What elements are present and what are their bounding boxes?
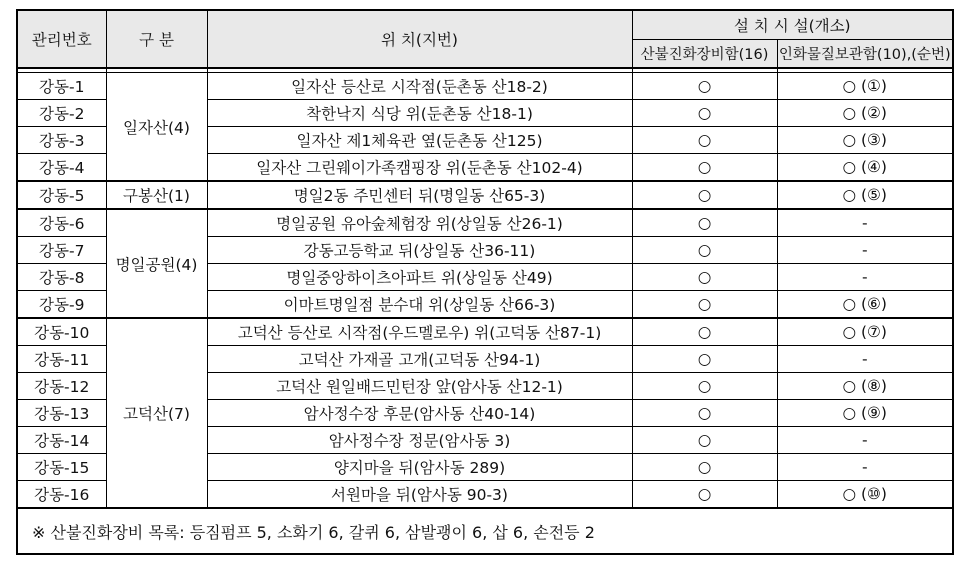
row-id: 강동-15 — [17, 454, 106, 481]
row-storage-mark: ○ (⑩) — [777, 481, 953, 509]
row-location: 명일공원 유아숲체험장 위(상일동 산26-1) — [207, 209, 632, 237]
row-equipment-mark: ○ — [632, 73, 777, 100]
row-id: 강동-16 — [17, 481, 106, 509]
row-storage-mark: - — [777, 346, 953, 373]
row-id: 강동-8 — [17, 264, 106, 291]
row-id: 강동-1 — [17, 73, 106, 100]
row-location: 암사정수장 후문(암사동 산40-14) — [207, 400, 632, 427]
row-equipment-mark: ○ — [632, 346, 777, 373]
header-storage-box: 인화물질보관함(10),(순번) — [777, 40, 953, 69]
row-id: 강동-6 — [17, 209, 106, 237]
row-equipment-mark: ○ — [632, 454, 777, 481]
row-storage-mark: - — [777, 264, 953, 291]
row-location: 강동고등학교 뒤(상일동 산36-11) — [207, 237, 632, 264]
row-location: 고덕산 등산로 시작점(우드멜로우) 위(고덕동 산87-1) — [207, 318, 632, 346]
row-id: 강동-3 — [17, 127, 106, 154]
row-location: 고덕산 가재골 고개(고덕동 산94-1) — [207, 346, 632, 373]
row-storage-mark: ○ (②) — [777, 100, 953, 127]
row-equipment-mark: ○ — [632, 127, 777, 154]
row-location: 착한낙지 식당 위(둔촌동 산18-1) — [207, 100, 632, 127]
row-location: 일자산 등산로 시작점(둔촌동 산18-2) — [207, 73, 632, 100]
row-equipment-mark: ○ — [632, 181, 777, 209]
row-equipment-mark: ○ — [632, 427, 777, 454]
row-equipment-mark: ○ — [632, 318, 777, 346]
row-storage-mark: ○ (①) — [777, 73, 953, 100]
row-id: 강동-7 — [17, 237, 106, 264]
row-location: 암사정수장 정문(암사동 3) — [207, 427, 632, 454]
row-location: 일자산 그린웨이가족캠핑장 위(둔촌동 산102-4) — [207, 154, 632, 182]
table-row — [17, 181, 953, 209]
row-equipment-mark: ○ — [632, 209, 777, 237]
row-location: 양지마을 뒤(암사동 289) — [207, 454, 632, 481]
header-id: 관리번호 — [17, 10, 106, 68]
row-storage-mark: ○ (⑦) — [777, 318, 953, 346]
row-category: 명일공원(4) — [106, 209, 207, 318]
equipment-note: ※ 산불진화장비 목록: 등짐펌프 5, 소화기 6, 갈퀴 6, 삼발괭이 6, 삽 6, 손전등 2 — [17, 508, 953, 554]
row-equipment-mark: ○ — [632, 481, 777, 509]
row-location: 일자산 제1체육관 옆(둔촌동 산125) — [207, 127, 632, 154]
row-storage-mark: - — [777, 237, 953, 264]
header-location: 위 치(지번) — [207, 10, 632, 68]
row-id: 강동-4 — [17, 154, 106, 182]
row-category: 일자산(4) — [106, 73, 207, 182]
row-storage-mark: - — [777, 454, 953, 481]
row-location: 명일중앙하이츠아파트 위(상일동 산49) — [207, 264, 632, 291]
table-body — [17, 68, 953, 508]
table-header — [17, 10, 953, 68]
row-storage-mark: ○ (③) — [777, 127, 953, 154]
table-row — [17, 318, 953, 346]
row-storage-mark: ○ (⑨) — [777, 400, 953, 427]
row-equipment-mark: ○ — [632, 400, 777, 427]
row-id: 강동-12 — [17, 373, 106, 400]
row-location: 명일2동 주민센터 뒤(명일동 산65-3) — [207, 181, 632, 209]
row-storage-mark: ○ (④) — [777, 154, 953, 182]
row-location: 고덕산 원일배드민턴장 앞(암사동 산12-1) — [207, 373, 632, 400]
header-facilities: 설 치 시 설(개소) — [632, 10, 953, 40]
row-location: 이마트명일점 분수대 위(상일동 산66-3) — [207, 291, 632, 319]
row-id: 강동-13 — [17, 400, 106, 427]
facility-table-container — [16, 9, 952, 555]
row-equipment-mark: ○ — [632, 264, 777, 291]
row-id: 강동-2 — [17, 100, 106, 127]
header-equipment-box: 산불진화장비함(16) — [632, 40, 777, 69]
row-storage-mark: - — [777, 209, 953, 237]
row-equipment-mark: ○ — [632, 100, 777, 127]
table-row — [17, 209, 953, 237]
row-storage-mark: ○ (⑥) — [777, 291, 953, 319]
table-row — [17, 73, 953, 100]
row-storage-mark: ○ (⑤) — [777, 181, 953, 209]
facility-table — [16, 9, 954, 555]
row-id: 강동-9 — [17, 291, 106, 319]
row-equipment-mark: ○ — [632, 237, 777, 264]
row-equipment-mark: ○ — [632, 373, 777, 400]
row-id: 강동-11 — [17, 346, 106, 373]
row-storage-mark: ○ (⑧) — [777, 373, 953, 400]
row-category: 구봉산(1) — [106, 181, 207, 209]
row-location: 서원마을 뒤(암사동 90-3) — [207, 481, 632, 509]
row-id: 강동-5 — [17, 181, 106, 209]
row-equipment-mark: ○ — [632, 291, 777, 319]
row-id: 강동-10 — [17, 318, 106, 346]
row-category: 고덕산(7) — [106, 318, 207, 508]
row-equipment-mark: ○ — [632, 154, 777, 182]
header-category: 구 분 — [106, 10, 207, 68]
row-storage-mark: - — [777, 427, 953, 454]
row-id: 강동-14 — [17, 427, 106, 454]
